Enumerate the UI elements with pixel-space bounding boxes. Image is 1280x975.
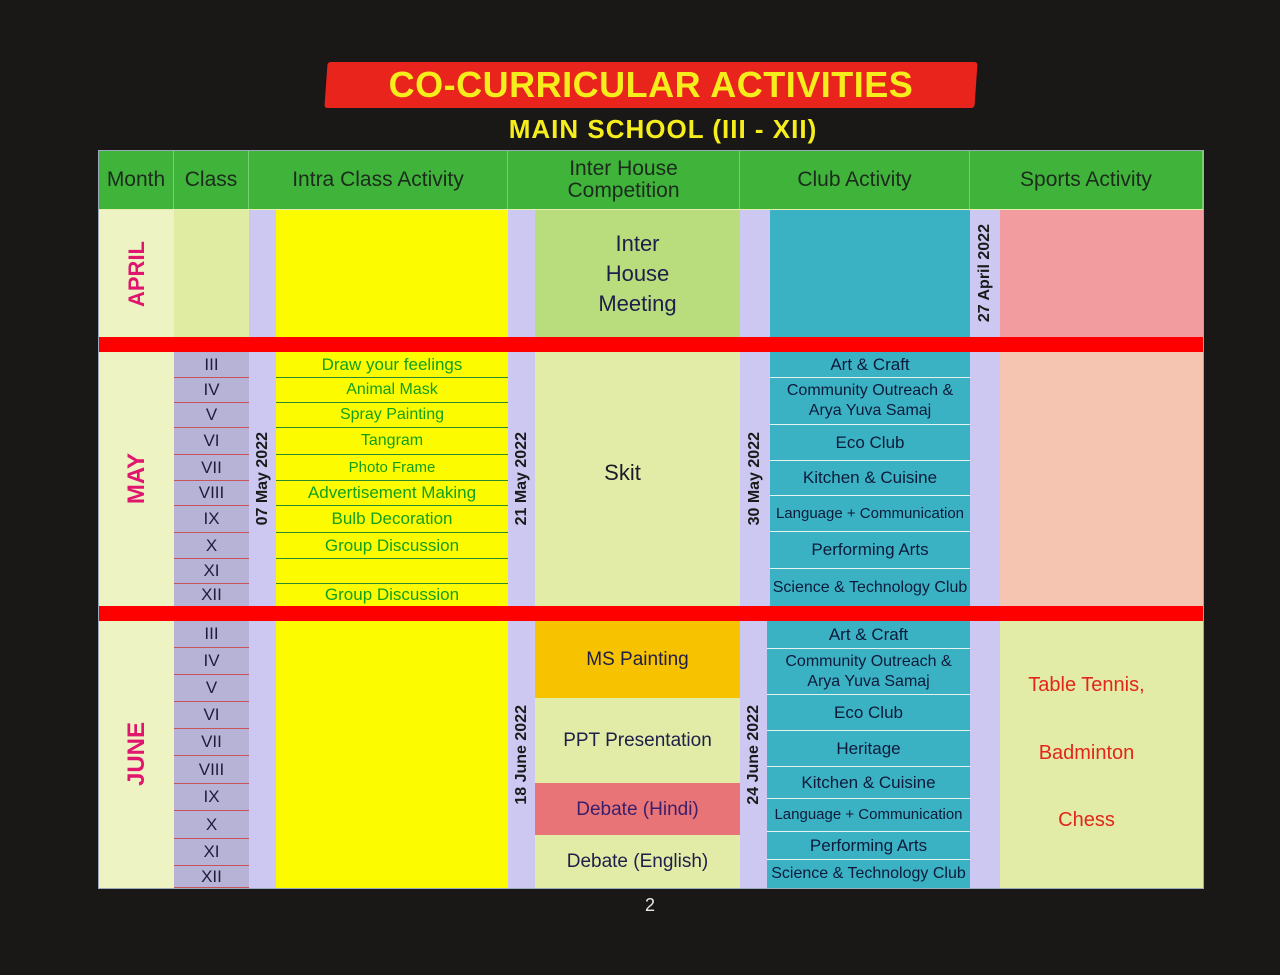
sport-badminton: Badminton <box>1038 741 1135 764</box>
page-number: 2 <box>644 895 655 915</box>
april-intra-date-cell <box>249 210 276 337</box>
class-row: XII <box>174 866 249 888</box>
may-club-date-cell <box>740 352 770 606</box>
june-club-date: 24 June 2022 <box>744 704 762 805</box>
june-class-list <box>174 621 249 888</box>
class-row: III <box>174 621 249 648</box>
club-item: Heritage <box>767 731 970 767</box>
intra-activity-item <box>276 559 508 584</box>
intra-activity-item: Group Discussion <box>276 584 508 606</box>
class-row: V <box>174 675 249 702</box>
intra-activity-item: Advertisement Making <box>276 481 508 506</box>
class-row: VIII <box>174 481 249 506</box>
may-inter-date-cell <box>508 352 535 606</box>
april-month-cell <box>99 210 174 337</box>
class-row: VII <box>174 729 249 756</box>
class-row: IV <box>174 378 249 403</box>
header-inter-house-competition: Inter House Competition <box>508 151 740 209</box>
april-month-label: APRIL <box>123 240 149 307</box>
club-item: Eco Club <box>767 695 970 731</box>
class-row: VI <box>174 702 249 729</box>
class-row: IX <box>174 784 249 811</box>
april-inter-house-meeting: Inter House Meeting <box>535 210 740 337</box>
header-intra-class-activity: Intra Class Activity <box>249 151 508 209</box>
may-class-list <box>174 352 249 606</box>
class-row: XI <box>174 559 249 584</box>
june-inter-ms-painting: MS Painting <box>535 621 740 698</box>
may-inter-date: 21 May 2022 <box>512 432 530 526</box>
header-month: Month <box>99 151 174 209</box>
may-club-list <box>770 352 970 606</box>
club-item: Performing Arts <box>770 532 970 569</box>
club-item: Kitchen & Cuisine <box>767 767 970 799</box>
may-intra-date-cell <box>249 352 276 606</box>
june-month-label: JUNE <box>122 722 150 787</box>
june-intra-cell <box>276 621 508 888</box>
june-inter-date-cell <box>508 621 535 888</box>
june-inter-debate-hindi: Debate (Hindi) <box>535 783 740 835</box>
page-subtitle: MAIN SCHOOL (III - XII) <box>508 114 818 144</box>
sport-table-tennis: Table Tennis, <box>1028 673 1145 696</box>
red-divider-2 <box>99 606 1203 621</box>
june-club-list <box>767 621 970 888</box>
class-row: IX <box>174 506 249 533</box>
june-club-date-cell <box>740 621 767 888</box>
intra-activity-item: Group Discussion <box>276 533 508 559</box>
club-item: Art & Craft <box>770 352 970 378</box>
intra-activity-item: Tangram <box>276 428 508 455</box>
club-item: Language + Communication <box>767 799 970 832</box>
page-title: CO-CURRICULAR ACTIVITIES <box>388 64 914 105</box>
may-club-date: 30 May 2022 <box>746 432 763 526</box>
class-row: X <box>174 533 249 559</box>
april-sports-date-cell <box>970 210 1000 337</box>
april-club-cell <box>770 210 970 337</box>
club-item: Language + Communication <box>770 496 970 532</box>
class-row: VIII <box>174 756 249 784</box>
class-row: VII <box>174 455 249 481</box>
header-class: Class <box>174 151 249 209</box>
june-inter-ppt-presentation: PPT Presentation <box>535 698 740 783</box>
may-sports-date-cell <box>970 352 1000 606</box>
may-intra-date: 07 May 2022 <box>253 432 271 526</box>
intra-activity-item: Photo Frame <box>276 455 508 481</box>
club-item: Performing Arts <box>767 832 970 860</box>
class-row: X <box>174 811 249 839</box>
may-intra-list <box>276 352 508 606</box>
april-intra-cell <box>276 210 508 337</box>
intra-activity-item: Draw your feelings <box>276 352 508 378</box>
june-intra-date-cell <box>249 621 276 888</box>
club-item: Community Outreach & Arya Yuva Samaj <box>770 378 970 425</box>
club-item: Science & Technology Club <box>770 569 970 606</box>
april-class-cell <box>174 210 249 337</box>
may-inter-skit: Skit <box>535 352 740 606</box>
sport-chess: Chess <box>1058 808 1115 831</box>
class-row: III <box>174 352 249 378</box>
june-sports-cell <box>1000 621 1203 888</box>
may-sports-cell <box>1000 352 1203 606</box>
may-month-cell <box>99 352 174 606</box>
header-club-activity: Club Activity <box>740 151 970 209</box>
club-item: Art & Craft <box>767 621 970 649</box>
may-month-label: MAY <box>122 453 150 505</box>
intra-activity-item: Animal Mask <box>276 378 508 403</box>
intra-activity-item: Spray Painting <box>276 403 508 428</box>
club-item: Science & Technology Club <box>767 860 970 888</box>
class-row: V <box>174 403 249 428</box>
club-item: Eco Club <box>770 425 970 461</box>
june-inter-date: 18 June 2022 <box>512 704 530 805</box>
header-sports-activity: Sports Activity <box>970 151 1203 209</box>
club-item: Kitchen & Cuisine <box>770 461 970 496</box>
class-row: IV <box>174 648 249 675</box>
intra-activity-item: Bulb Decoration <box>276 506 508 533</box>
june-month-cell <box>99 621 174 888</box>
april-sports-cell <box>1000 210 1203 337</box>
april-club-date-cell <box>740 210 770 337</box>
class-row: XI <box>174 839 249 866</box>
class-row: XII <box>174 584 249 606</box>
club-item: Community Outreach & Arya Yuva Samaj <box>767 649 970 695</box>
april-inter-date-cell <box>508 210 535 337</box>
april-sports-date: 27 April 2022 <box>976 224 993 323</box>
june-inter-debate-english: Debate (English) <box>535 835 740 888</box>
june-sports-date-cell <box>970 621 1000 888</box>
class-row: VI <box>174 428 249 455</box>
red-divider-1 <box>99 337 1203 352</box>
